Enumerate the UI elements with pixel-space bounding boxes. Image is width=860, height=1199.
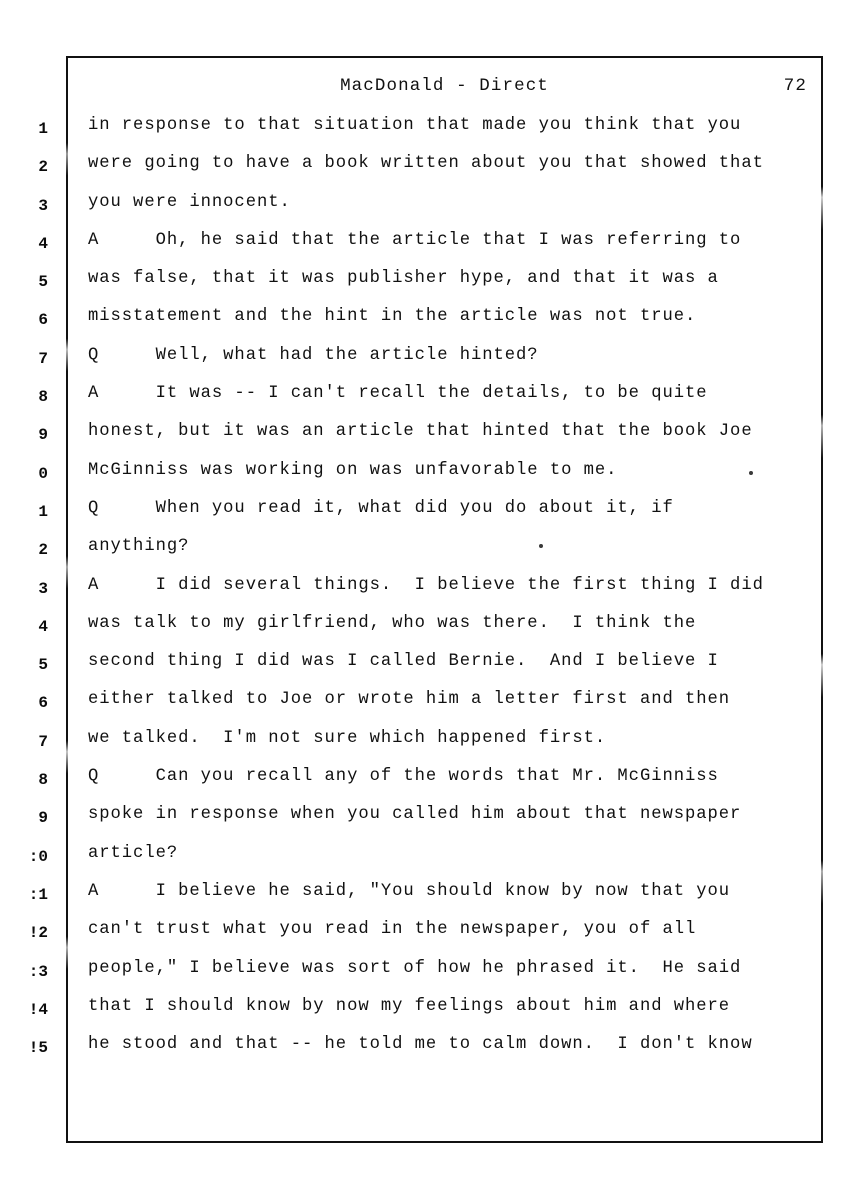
line-number: 7 [38, 732, 48, 751]
line-text: McGinniss was working on was unfavorable to me. [88, 460, 618, 480]
transcript-line [0, 612, 860, 650]
line-number: 7 [38, 349, 48, 368]
line-number: 4 [38, 234, 48, 253]
line-number: :3 [28, 962, 48, 981]
line-text: Q Can you recall any of the words that Mr. McGinniss [88, 767, 719, 787]
transcript-line [0, 1033, 860, 1071]
page-number: 72 [783, 76, 807, 96]
line-text: honest, but it was an article that hinted that the book Joe [88, 422, 753, 442]
line-text: can't trust what you read in the newspaper, you of all [88, 920, 697, 940]
line-text: A It was -- I can't recall the details, to be quite [88, 384, 708, 404]
transcript-line [0, 957, 860, 995]
line-text: we talked. I'm not sure which happened first. [88, 728, 607, 748]
line-text: Q When you read it, what did you do about it, if [88, 498, 674, 518]
transcript-line [0, 765, 860, 803]
transcript-line [0, 114, 860, 152]
transcript-line [0, 459, 860, 497]
line-number: !2 [28, 924, 48, 943]
line-text: you were innocent. [88, 192, 291, 212]
transcript-line [0, 420, 860, 458]
line-number: 8 [38, 771, 48, 790]
line-text: article? [88, 843, 179, 863]
transcript-line [0, 152, 860, 190]
line-number: :1 [28, 885, 48, 904]
line-text: second thing I did was I called Bernie. And I believe I [88, 652, 719, 672]
transcript-line [0, 574, 860, 612]
line-number: 6 [38, 694, 48, 713]
line-text: he stood and that -- he told me to calm down. I don't know [88, 1035, 753, 1055]
line-number: 2 [38, 541, 48, 560]
transcript-line [0, 191, 860, 229]
line-number: :0 [28, 847, 48, 866]
line-number: 6 [38, 311, 48, 330]
line-number: 3 [38, 579, 48, 598]
page-header [66, 76, 823, 106]
line-text: was talk to my girlfriend, who was there. I think the [88, 613, 697, 633]
line-text: Q Well, what had the article hinted? [88, 345, 539, 365]
line-number: !5 [28, 1039, 48, 1058]
line-number: 5 [38, 656, 48, 675]
line-number: 4 [38, 617, 48, 636]
line-number: 2 [38, 158, 48, 177]
transcript-line [0, 918, 860, 956]
transcript-line [0, 727, 860, 765]
transcript-line [0, 344, 860, 382]
line-text: was false, that it was publisher hype, and that it was a [88, 269, 719, 289]
line-text: A Oh, he said that the article that I was referring to [88, 230, 742, 250]
line-text: A I believe he said, "You should know by now that you [88, 881, 731, 901]
transcript-line [0, 803, 860, 841]
line-text: people," I believe was sort of how he phrased it. He said [88, 958, 742, 978]
transcript-line [0, 229, 860, 267]
transcript-line [0, 535, 860, 573]
transcript-line [0, 842, 860, 880]
transcript-line [0, 382, 860, 420]
scan-speck-artifact [539, 544, 543, 548]
line-number: 9 [38, 809, 48, 828]
line-number: 3 [38, 196, 48, 215]
transcript-line [0, 497, 860, 535]
line-number: 5 [38, 273, 48, 292]
line-number: 8 [38, 388, 48, 407]
line-text: that I should know by now my feelings about him and where [88, 996, 731, 1016]
line-text: were going to have a book written about you that showed that [88, 154, 764, 174]
line-number: 9 [38, 426, 48, 445]
scan-speck-artifact [749, 471, 753, 475]
line-number: 1 [38, 120, 48, 138]
transcript-line [0, 305, 860, 343]
line-number: !4 [28, 1000, 48, 1019]
line-text: anything? [88, 537, 190, 557]
transcript-line [0, 880, 860, 918]
line-text: spoke in response when you called him about that newspaper [88, 805, 742, 825]
transcript-line [0, 995, 860, 1033]
line-number: 1 [38, 502, 48, 521]
transcript-line [0, 650, 860, 688]
line-text: misstatement and the hint in the article was not true. [88, 307, 697, 327]
line-text: either talked to Joe or wrote him a letter first and then [88, 690, 731, 710]
line-text: in response to that situation that made you think that you [88, 116, 742, 135]
transcript-body [0, 114, 860, 1071]
line-text: A I did several things. I believe the first thing I did [88, 575, 764, 595]
header-title: MacDonald - Direct [340, 76, 549, 96]
transcript-line [0, 267, 860, 305]
line-number: 0 [38, 464, 48, 483]
transcript-line [0, 688, 860, 726]
